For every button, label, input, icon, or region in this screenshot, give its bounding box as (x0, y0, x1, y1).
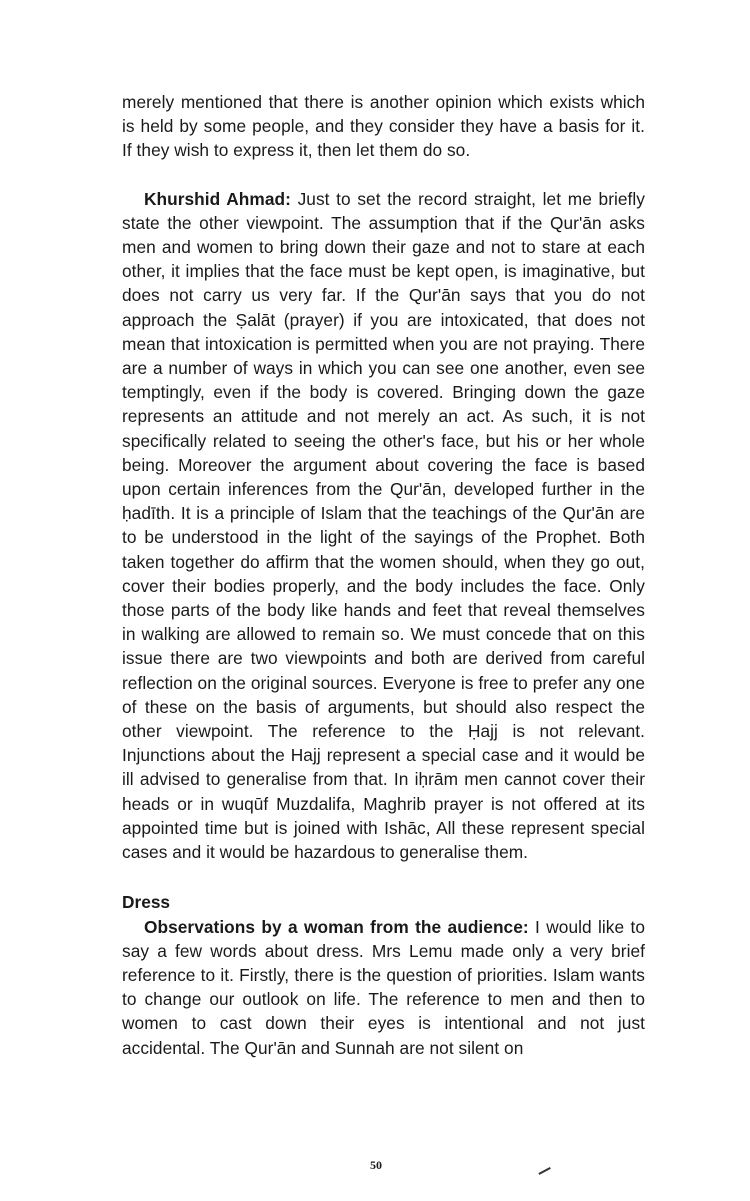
page-number: 50 (370, 1158, 382, 1172)
paragraph-text: merely mentioned that there is another opinion which exists which is held by some people, and they consider they have a basis for it. If they wish to express it, then let them do so. (122, 92, 645, 161)
speaker-name: Observations by a woman from the audience: (144, 916, 529, 937)
paragraph-continuation (122, 90, 645, 163)
paragraph-text: Just to set the record straight, let me briefly state the other viewpoint. The assumption that if the Qur'ān asks men and women to bring down their gaze and not to stare at each other, it implies that the face must be kept open, is imaginative, but does not carry us very far. If the Qur'ān says that you do not approach the Ṣalāt (prayer) if you are intoxicated, that does not mean that intoxication is permitted when you are not praying. There are a number of ways in which you can see one another, even see temptingly, even if the body is covered. Bringing down the gaze represents an attitude and not merely an act. As such, it is not specifically related to seeing the other's face, but his or her whole being. Moreover the argument about covering the face is based upon certain inferences from the Qur'ān, developed further in the ḥadīth. It is a principle of Islam that the teachings of the Qur'ān are to be understood in the light of the sayings of the Prophet. Both taken together do affirm that the women should, when they go out, cover their bodies properly, and the body includes the face. Only those parts of the body like hands and feet that reveal themselves in walking are allowed to remain so. We must concede that on this issue there are two viewpoints and both are derived from careful reflection on the original sources. Everyone is free to prefer any one of these on the basis of arguments, but should also respect the other viewpoint. The reference to the Ḥajj is not relevant. Injunctions about the Hajj represent a special case and it would be ill advised to generalise from that. In iḥrām men cannot cover their heads or in wuqūf Muzdalifa, Maghrib prayer is not offered at its appointed time but is joined with Ishāc, All these represent special cases and it would be hazardous to generalise them. (122, 188, 645, 863)
paragraph-khurshid-ahmad (122, 187, 645, 865)
section-heading: Dress (122, 892, 171, 913)
paragraph-audience-observation (122, 915, 645, 1060)
paragraph-text: I would like to say a few words about dress. Mrs Lemu made only a very brief reference to it. Firstly, there is the question of priorities. Islam wants to change our outlook on life. The reference to men and then to women to cast down their eyes is intentional and not just accidental. The Qur'ān and Sunnah are not silent on (122, 916, 646, 1058)
speaker-name: Khurshid Ahmad: (144, 188, 291, 209)
pen-mark (538, 1167, 550, 1174)
page-body (122, 90, 645, 1060)
